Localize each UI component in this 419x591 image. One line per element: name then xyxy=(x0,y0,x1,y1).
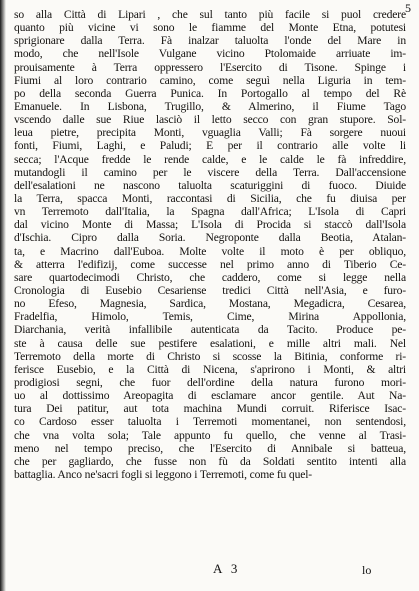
page-number: 5 xyxy=(405,1,411,15)
text-line: mutandogli il camino per le viscere della Terra. Dall'accensione xyxy=(14,165,406,179)
text-line: Diarchania, verità infallibile autenticata da Tacito. Produce pe- xyxy=(14,323,406,337)
page-edge-shadow xyxy=(0,0,6,591)
signature-mark: A 3 xyxy=(213,561,241,576)
text-line: ste à causa delle sue pestifere esalationi, e mille altri mali. Nel xyxy=(14,336,406,350)
text-line: dell'esalationi ne nascono taluolta scaturiggini di fuoco. Diuide xyxy=(14,178,406,192)
body-text xyxy=(14,8,406,481)
text-line: Fradelfia, Himolo, Temis, Cime, Mirina Appollonia, xyxy=(14,310,406,324)
text-line: la Terra, spacca Monti, raccontasi di Sicilia, che fu diuisa per xyxy=(14,191,406,205)
text-line: quanto più vicine vi sono le fiamme del Monte Etna, potutesi xyxy=(14,21,406,35)
catchword: lo xyxy=(362,563,372,577)
text-line: ta, e Macrino dall'Euboa. Molte volte il moto è per obliquo, xyxy=(14,244,406,258)
text-line: secca; l'Acque fredde le rende calde, e le calde le fà infreddire, xyxy=(14,152,406,166)
text-line: d'Ischia. Cipro dalla Soria. Negroponte dalla Beotia, Atalan- xyxy=(14,231,406,245)
text-line: & atterra l'edifizij, come successe nel primo anno di Tiberio Ce- xyxy=(14,257,406,271)
text-line: ferisce Eusebio, e la Città di Nicena, s'aprirono i Monti, & altri xyxy=(14,362,406,376)
text-line: sprigionare dalla Terra. Fà inalzar taluolta l'onde del Mare in xyxy=(14,34,406,48)
text-line: prouisamente à Terra oppressero l'Esercito di Tisone. Spinge i xyxy=(14,60,406,74)
text-line: leua pietre, precipita Monti, vguaglia Valli; Fà sorgere nuoui xyxy=(14,126,406,140)
text-line: so alla Città di Lipari , che sul tanto più facile si puol credere xyxy=(14,8,406,21)
text-line: battaglia. Anco ne'sacri fogli si leggono i Terremoti, come fu quel- xyxy=(14,467,313,481)
text-line: Emanuele. In Lisbona, Trugillo, & Almerino, il Fiume Tago xyxy=(14,99,406,113)
text-line: Fiumi al loro contrario camino, come seguì nella Liguria in tem- xyxy=(14,73,406,87)
text-line: che vna volta sola; Tale appunto fu quello, che venne al Trasi- xyxy=(14,428,406,442)
text-line: no Efeso, Magnesia, Sardica, Mostana, Megadicra, Cesarea, xyxy=(14,297,406,311)
page-footer xyxy=(0,561,419,581)
text-line: tura Dei patitur, aut tota machina Mundi corruit. Riferisce Isac- xyxy=(14,402,406,416)
text-line: vscendo dalle sue Riue lasciò il letto secco con gran stupore. Sol- xyxy=(14,113,406,127)
text-line: fonti, Fiumi, Laghi, e Paludi; E per il contrario alle volte li xyxy=(14,139,406,153)
text-line: po della seconda Guerra Punica. In Portogallo al tempo del Rè xyxy=(14,86,406,100)
text-line: Cronologia di Eusebio Cesariense tredici Città nell'Asia, e furo- xyxy=(14,283,406,297)
text-line: modo, che nell'Isole Vulgane vicino Ptolomaide arriuate im- xyxy=(14,47,406,61)
text-line: uo al dottissimo Areopagita di esclamare ancor gentile. Aut Na- xyxy=(14,389,406,403)
text-line: co Cardoso esser taluolta i Terremoti momentanei, non sentendosi, xyxy=(14,415,406,429)
text-line: dal vicino Monte di Massa; L'Isola di Procida si staccò dall'Isola xyxy=(14,218,406,232)
text-line: Terremoto della morte di Christo si scosse la Bitinia, conforme ri- xyxy=(14,349,406,363)
text-line: vn Terremoto dall'Italia, la Spagna dall'Africa; L'Isola di Capri xyxy=(14,205,406,219)
text-line: prodigiosi segni, che fuor dell'ordine della natura furono mori- xyxy=(14,375,406,389)
text-line: meno nel tempo preciso, che l'Esercito di Annibale si batteua, xyxy=(14,441,406,455)
text-line: che per gagliardo, che fusse non fù da Soldati sentito intenti alla xyxy=(14,454,406,468)
text-line: sare quartodecimodi Christo, che caddero, come si legge nella xyxy=(14,270,406,284)
